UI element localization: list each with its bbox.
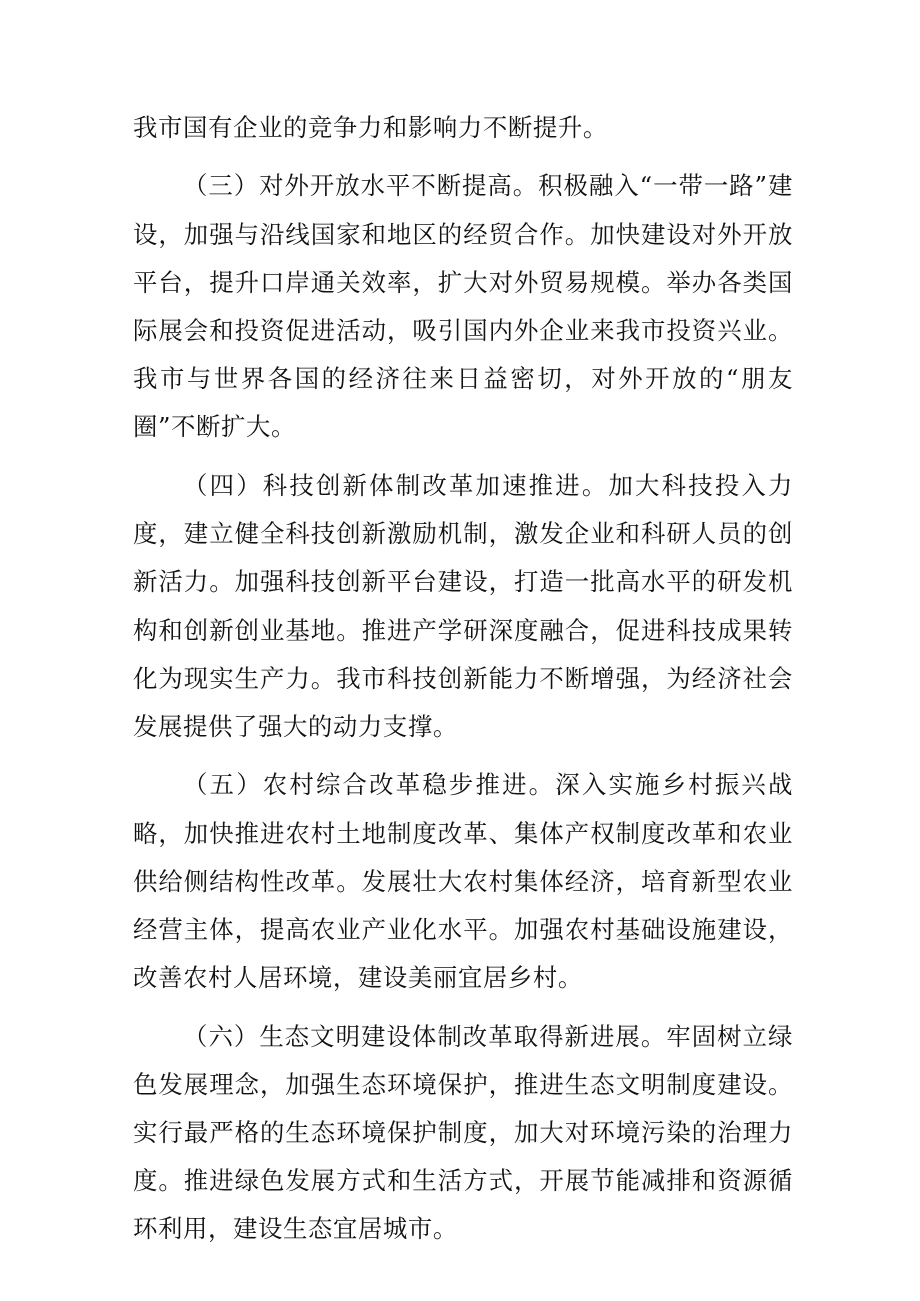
document-body [133,104,793,1264]
paragraph-rural-reform: （五）农村综合改革稳步推进。深入实施乡村振兴战略，加快推进农村土地制度改革、集体产权制度改革和农业供给侧结构性改革。发展壮大农村集体经济，培育新型农业经营主体，提高农业产业化水平。加强农村基础设施建设，改善农村人居环境，建设美丽宜居乡村。 [133,770,793,993]
paragraph-continuation: 我市国有企业的竞争力和影响力不断提升。 [133,113,608,142]
paragraph-tech-innovation: （四）科技创新体制改革加速推进。加大科技投入力度，建立健全科技创新激励机制，激发企业和科研人员的创新活力。加强科技创新平台建设，打造一批高水平的研发机构和创新创业基地。推进产学研深度融合，促进科技成果转化为现实生产力。我市科技创新能力不断增强，为经济社会发展提供了强大的动力支撑。 [133,470,793,741]
paragraph-opening-up: （三）对外开放水平不断提高。积极融入“一带一路”建设，加强与沿线国家和地区的经贸合作。加快建设对外开放平台，提升口岸通关效率，扩大对外贸易规模。举办各类国际展会和投资促进活动，吸引国内外企业来我市投资兴业。我市与世界各国的经济往来日益密切，对外开放的“朋友圈”不断扩大。 [133,171,793,442]
paragraph-ecological-civilization: （六）生态文明建设体制改革取得新进展。牢固树立绿色发展理念，加强生态环境保护，推进生态文明制度建设。实行最严格的生态环境保护制度，加大对环境污染的治理力度。推进绿色发展方式和生活方式，开展节能减排和资源循环利用，建设生态宜居城市。 [133,1021,793,1244]
